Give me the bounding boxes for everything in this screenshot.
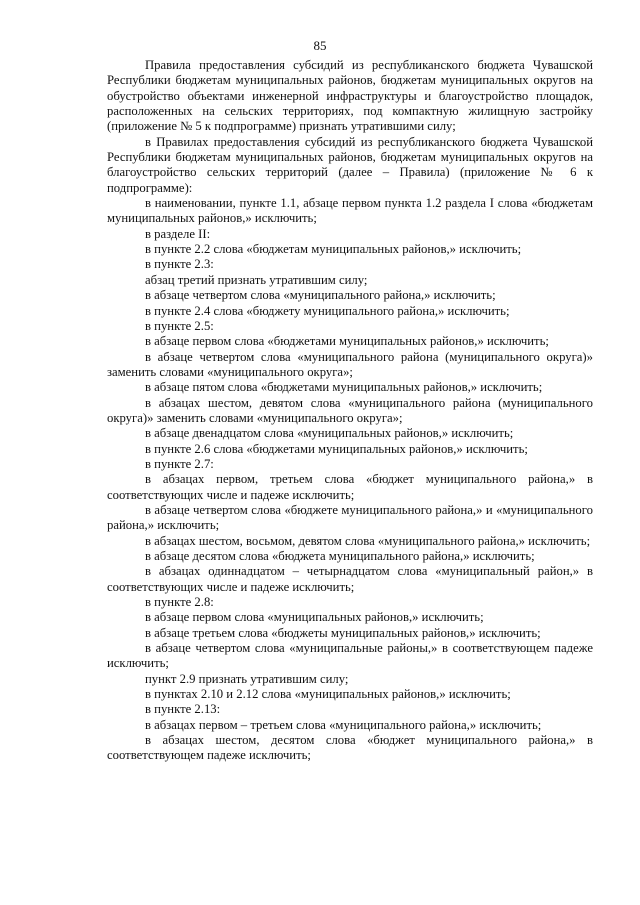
paragraph: в абзаце четвертом слова «муниципального района (муниципального округа)» заменить словами «муниципального округа»; (107, 349, 593, 379)
paragraph: в пункте 2.2 слова «бюджетам муниципальных районов,» исключить; (145, 242, 522, 257)
paragraph: в разделе II: (145, 226, 211, 241)
paragraph: в пункте 2.8: (145, 595, 214, 610)
paragraph: в пунктах 2.10 и 2.12 слова «муниципальных районов,» исключить; (145, 687, 511, 702)
paragraph: абзац третий признать утратившим силу; (145, 272, 368, 287)
paragraph: в абзацах шестом, девятом слова «муниципального района (муниципального округа)» заменить словами «муниципального округа»; (107, 395, 593, 425)
paragraph: в абзаце третьем слова «бюджеты муниципальных районов,» исключить; (145, 625, 541, 640)
document-body (107, 58, 593, 764)
paragraph: в Правилах предоставления субсидий из республиканского бюджета Чувашской Республики бюджетам муниципальных районов, бюджетам муниципальных округов на благоустройство сельских территорий (далее – Правила) (приложение № 6 к подпрограмме): (107, 134, 593, 195)
paragraph: в пункте 2.4 слова «бюджету муниципального района,» исключить; (145, 303, 510, 318)
paragraph: Правила предоставления субсидий из республиканского бюджета Чувашской Республики бюджетам муниципальных районов, бюджетам муниципальных округов на обустройство объектами инженерной инфраструктуры и благоустройство площадок, расположенных на сельских территориях, под компактную жилищную застройку (приложение № 5 к подпрограмме) признать утратившими силу; (107, 58, 593, 134)
paragraph: в пункте 2.3: (145, 257, 214, 272)
paragraph: в абзаце первом слова «бюджетами муниципальных районов,» исключить; (145, 334, 549, 349)
paragraph: в абзаце первом слова «муниципальных районов,» исключить; (145, 610, 484, 625)
paragraph: в абзацах одиннадцатом – четырнадцатом слова «муниципальный район,» в соответствующих числе и падеже исключить; (107, 564, 593, 594)
paragraph: в абзаце двенадцатом слова «муниципальных районов,» исключить; (145, 426, 514, 441)
paragraph: в наименовании, пункте 1.1, абзаце первом пункта 1.2 раздела I слова «бюджетам муниципальных районов,» исключить; (107, 196, 593, 226)
paragraph: в абзаце четвертом слова «муниципальные районы,» в соответствующем падеже исключить; (107, 641, 593, 671)
paragraph: в абзаце десятом слова «бюджета муниципального района,» исключить; (145, 549, 535, 563)
paragraph: в абзаце четвертом слова «бюджете муниципального района,» и «муниципального района,» исключить; (107, 502, 593, 533)
paragraph: в абзацах шестом, восьмом, девятом слова «муниципального района,» исключить; (145, 533, 591, 548)
paragraph: в пункте 2.5: (145, 318, 214, 333)
paragraph: в пункте 2.13: (145, 702, 221, 717)
paragraph: в абзацах первом, третьем слова «бюджет муниципального района,» в соответствующих числе и падеже исключить; (107, 472, 593, 502)
paragraph: в пункте 2.6 слова «бюджетами муниципальных районов,» исключить; (145, 441, 528, 456)
paragraph: в абзаце пятом слова «бюджетами муниципальных районов,» исключить; (145, 380, 543, 395)
paragraph: в абзацах первом – третьем слова «муниципального района,» исключить; (145, 717, 542, 732)
paragraph: в пункте 2.7: (145, 456, 214, 471)
page-number: 85 (313, 38, 327, 53)
paragraph: пункт 2.9 признать утратившим силу; (145, 671, 349, 686)
paragraph: в абзацах шестом, десятом слова «бюджет муниципального района,» в соответствующем падеже исключить; (107, 733, 593, 763)
paragraph: в абзаце четвертом слова «муниципального района,» исключить; (145, 288, 496, 303)
